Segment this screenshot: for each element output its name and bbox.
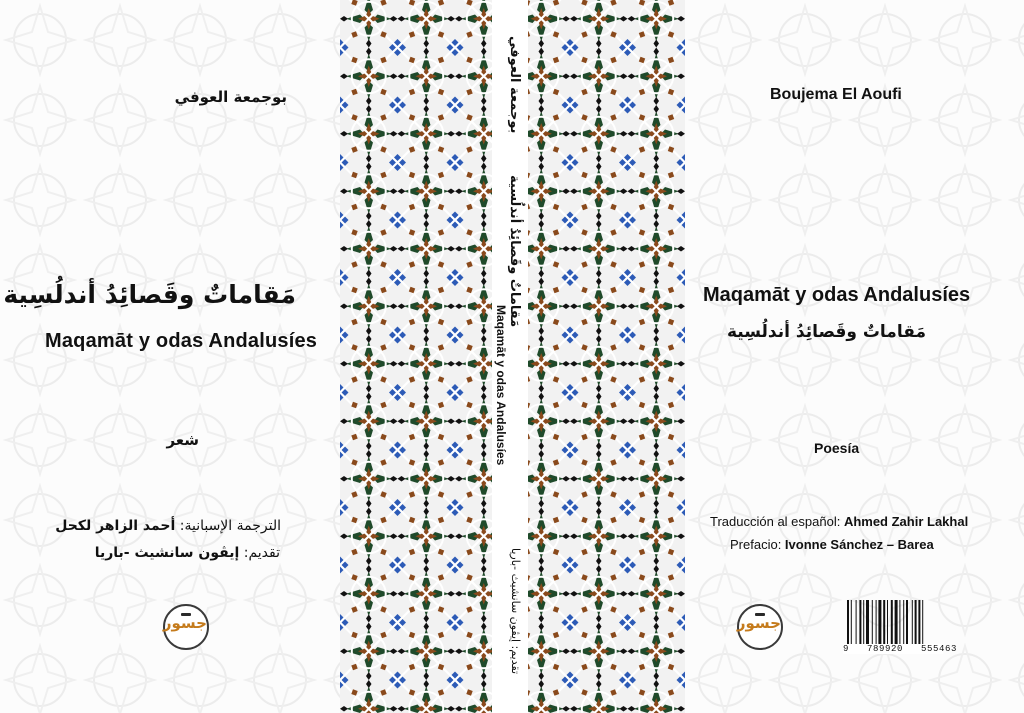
preface-author-name: Ivonne Sánchez – Barea [784, 537, 934, 552]
preface-label: Prefacio: [730, 537, 785, 552]
translator-label: Traducción al español: [710, 514, 844, 529]
preface-author-name: إيڤون سانشيث -باريا [94, 545, 240, 561]
book-title-arabic: مَقاماتٌ وقَصائِدُ أندلُسِية [727, 322, 926, 342]
spine-text-strip [492, 0, 528, 713]
author-name: بوجمعة العوفي [174, 88, 287, 106]
barcode-number: 9 789920 555463 [843, 644, 958, 654]
genre-label: Poesía [814, 440, 860, 456]
front-cover [685, 0, 1024, 713]
spine-preface: تقديم: إيڤون سانشيث -باريا [509, 548, 522, 675]
translator-credit [710, 514, 968, 529]
translator-credit [55, 518, 281, 534]
spine-author: بوجمعة العوفي [507, 36, 522, 134]
genre-label: شعر [166, 431, 199, 449]
book-title-arabic: مَقاماتٌ وقَصائِدُ أندلُسِية [3, 280, 296, 309]
background-pattern [0, 0, 340, 713]
translator-name: أحمد الزاهر لكحل [55, 518, 176, 534]
spine-title-spanish: Maqamāt y odas Andalusíes [494, 305, 508, 466]
author-name: Boujema El Aoufi [770, 86, 902, 103]
publisher-logo-icon [737, 604, 783, 650]
isbn-barcode [843, 600, 958, 662]
spine [340, 0, 685, 713]
book-title-spanish: Maqamāt y odas Andalusíes [703, 284, 971, 306]
publisher-logo-text: جسور [736, 614, 781, 632]
preface-credit [730, 537, 934, 552]
publisher-logo-icon [163, 604, 209, 650]
preface-credit [95, 545, 280, 561]
translator-name: Ahmed Zahir Lakhal [843, 514, 969, 529]
book-title-spanish: Maqamāt y odas Andalusíes [45, 330, 318, 352]
spine-title-arabic: مَقاماتٌ وقَصائِدُ أندلُسية [507, 175, 522, 328]
publisher-logo-text: جسور [162, 614, 207, 632]
back-cover [0, 0, 340, 713]
preface-label: تقديم: [239, 545, 280, 561]
spine-band [492, 0, 528, 713]
translator-label: الترجمة الإسبانية: [175, 518, 281, 534]
